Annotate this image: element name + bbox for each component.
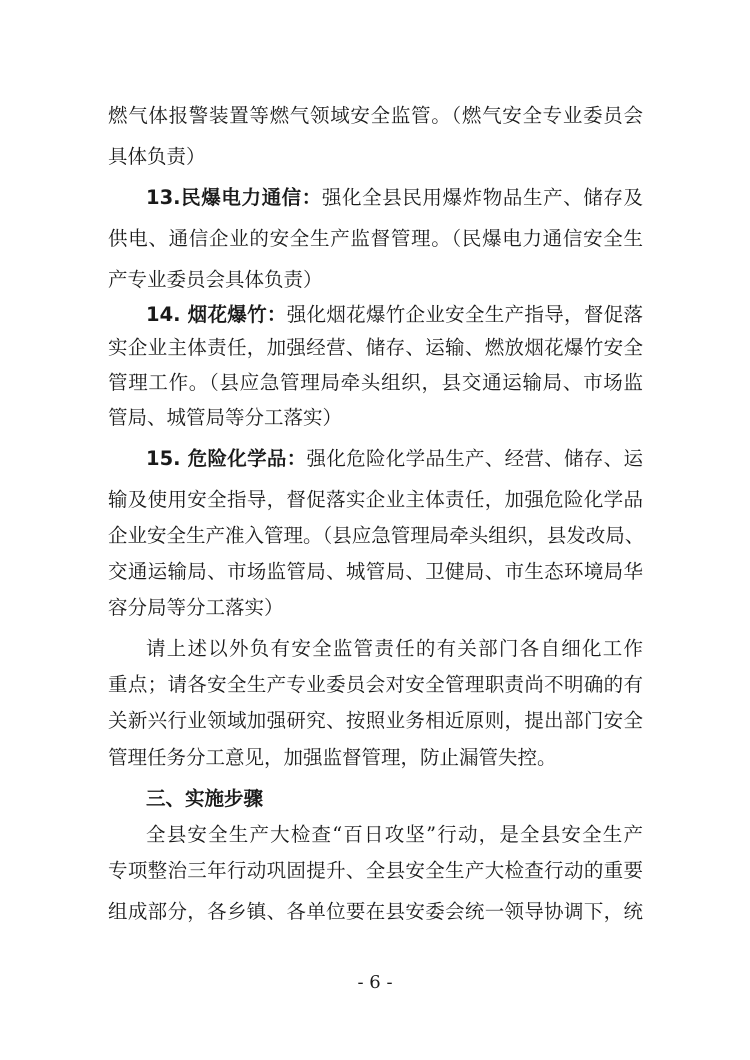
paragraph-line: 组成部分，各乡镇、各单位要在县安委会统一领导协调下，统 [108, 900, 643, 923]
paragraph-line: 交通运输局、市场监管局、城管局、卫健局、市生态环境局华 [108, 560, 643, 583]
paragraph-line: 产专业委员会具体负责） [108, 268, 323, 291]
paragraph-line: 管理工作。（县应急管理局牵头组织，县交通运输局、市场监 [108, 371, 643, 394]
item-14-text: 强化烟花爆竹企业安全生产指导，督促落 [286, 303, 643, 326]
paragraph-line: 专项整治三年行动巩固提升、全县安全生产大检查行动的重要 [108, 859, 643, 882]
item-13-label: 13.民爆电力通信： [146, 186, 322, 209]
paragraph-line: 全县安全生产大检查“百日攻坚”行动，是全县安全生产 [146, 823, 643, 846]
paragraph-line: 实企业主体责任，加强经营、储存、运输、燃放烟花爆竹安全 [108, 336, 643, 359]
item-15-text: 强化危险化学品生产、经营、储存、运 [306, 447, 643, 470]
paragraph-line: 关新兴行业领域加强研究、按照业务相近原则，提出部门安全 [108, 709, 643, 732]
item-14-first-line [146, 302, 643, 328]
item-13-first-line [146, 185, 643, 211]
paragraph-line: 管理任务分工意见，加强监督管理，防止漏管失控。 [108, 746, 557, 769]
item-15-label: 15. 危险化学品： [146, 447, 307, 470]
paragraph-line: 具体负责） [108, 145, 206, 168]
paragraph-line: 请上述以外负有安全监管责任的有关部门各自细化工作 [146, 637, 643, 660]
paragraph-line: 管局、城管局等分工落实） [108, 406, 343, 429]
section-heading: 三、实施步骤 [146, 787, 264, 810]
item-13-text: 强化全县民用爆炸物品生产、储存及 [321, 186, 643, 209]
page-number: - 6 - [357, 972, 393, 993]
paragraph-line: 供电、通信企业的安全生产监督管理。（民爆电力通信安全生 [108, 227, 643, 250]
paragraph-line: 企业安全生产准入管理。（县应急管理局牵头组织，县发改局、 [108, 524, 645, 547]
paragraph-line: 输及使用安全指导，督促落实企业主体责任，加强危险化学品 [108, 488, 643, 511]
paragraph-line: 燃气体报警装置等燃气领域安全监管。（燃气安全专业委员会 [108, 104, 643, 127]
item-15-first-line [146, 446, 643, 472]
paragraph-line: 容分局等分工落实） [108, 596, 284, 619]
item-14-label: 14. 烟花爆竹： [146, 303, 287, 326]
paragraph-line: 重点；请各安全生产专业委员会对安全管理职责尚不明确的有 [108, 673, 643, 696]
